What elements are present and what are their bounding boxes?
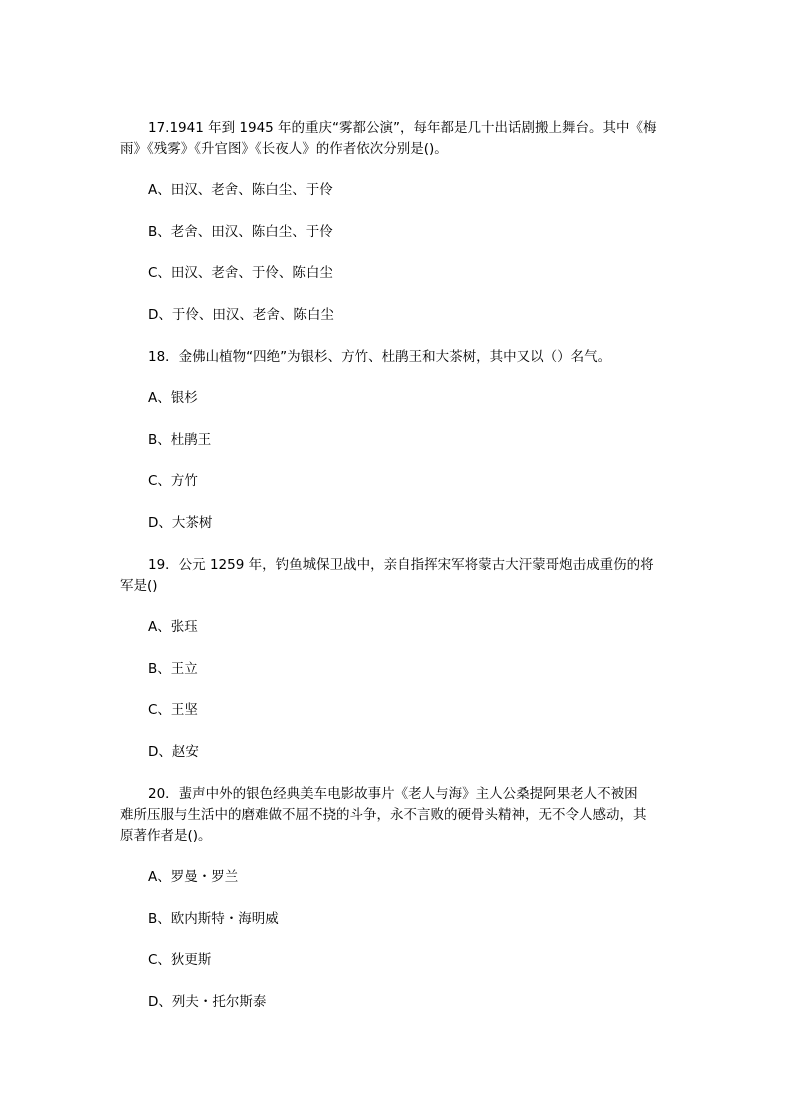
question-20-stem-line-2: 难所压服与生活中的磨难做不屈不挠的斗争，永不言败的硬骨头精神，无不令人感动，其	[120, 807, 647, 823]
question-19-stem-line-2: 军是()	[120, 578, 158, 594]
question-20-option-b: B、欧内斯特・海明威	[148, 911, 279, 927]
question-18-option-b: B、杜鹃王	[148, 432, 212, 448]
question-17-option-c: C、田汉、老舍、于伶、陈白尘	[148, 265, 333, 281]
question-17-stem-line-2: 雨》《残雾》《升官图》《长夜人》的作者依次分别是()。	[120, 141, 448, 157]
question-20-stem-line-3: 原著作者是()。	[120, 828, 212, 844]
question-19-option-c: C、王坚	[148, 702, 198, 718]
question-17-option-a: A、田汉、老舍、陈白尘、于伶	[148, 182, 333, 198]
question-18-option-a: A、银杉	[148, 390, 198, 406]
question-18-option-c: C、方竹	[148, 473, 198, 489]
question-19-option-b: B、王立	[148, 661, 198, 677]
question-18-option-d: D、大茶树	[148, 515, 213, 531]
question-19-option-a: A、张珏	[148, 619, 198, 635]
question-19-stem-line-1: 19．公元 1259 年，钓鱼城保卫战中，亲自指挥宋军将蒙古大汗蒙哥炮击成重伤的将	[148, 557, 654, 573]
question-19-option-d: D、赵安	[148, 744, 199, 760]
question-20-option-a: A、罗曼・罗兰	[148, 869, 239, 885]
question-17-option-d: D、于伶、田汉、老舍、陈白尘	[148, 307, 334, 323]
question-20-option-c: C、狄更斯	[148, 952, 212, 968]
question-17-option-b: B、老舍、田汉、陈白尘、于伶	[148, 224, 333, 240]
question-20-option-d: D、列夫・托尔斯泰	[148, 994, 267, 1010]
question-20-stem-line-1: 20．蜚声中外的银色经典美车电影故事片《老人与海》主人公桑提阿果老人不被困	[148, 786, 638, 802]
question-17-stem-line-1: 17.1941 年到 1945 年的重庆“雾都公演”，每年都是几十出话剧搬上舞台。其中《梅	[148, 120, 657, 136]
question-18-stem-line-1: 18．金佛山植物“四绝”为银杉、方竹、杜鹃王和大茶树，其中又以（）名气。	[148, 349, 612, 365]
